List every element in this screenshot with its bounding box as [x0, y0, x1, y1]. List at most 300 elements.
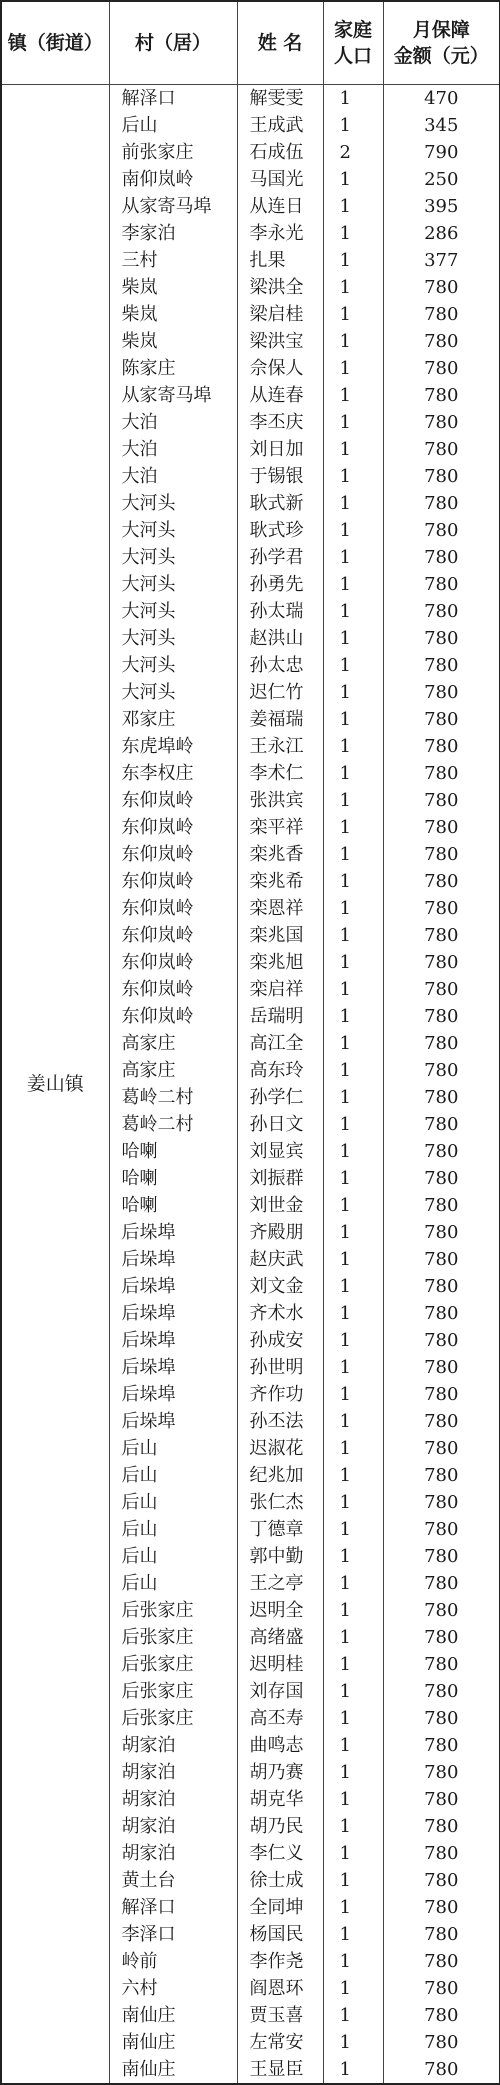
name-cell: 耿式珍	[237, 517, 323, 544]
name-cell: 孙太瑞	[237, 598, 323, 625]
village-cell: 前张家庄	[109, 139, 237, 166]
village-cell: 东仰岚岭	[109, 949, 237, 976]
population-cell: 1	[323, 1192, 383, 1219]
village-cell: 南仙庄	[109, 2029, 237, 2056]
name-cell: 迟仁竹	[237, 679, 323, 706]
name-cell: 孙世明	[237, 1354, 323, 1381]
name-cell: 刘显宾	[237, 1138, 323, 1165]
name-cell: 解雯雯	[237, 85, 323, 113]
village-cell: 大河头	[109, 517, 237, 544]
population-cell: 1	[323, 1651, 383, 1678]
population-cell: 1	[323, 1867, 383, 1894]
village-cell: 大河头	[109, 490, 237, 517]
population-cell: 1	[323, 1381, 383, 1408]
amount-cell: 780	[383, 1354, 500, 1381]
population-cell: 1	[323, 1705, 383, 1732]
population-cell: 1	[323, 841, 383, 868]
village-cell: 东仰岚岭	[109, 1003, 237, 1030]
amount-cell: 780	[383, 652, 500, 679]
population-cell: 1	[323, 1516, 383, 1543]
village-cell: 柴岚	[109, 274, 237, 301]
name-cell: 孙成安	[237, 1327, 323, 1354]
population-cell: 1	[323, 1354, 383, 1381]
population-cell: 1	[323, 490, 383, 517]
header-amount-line1: 月保障	[412, 19, 470, 41]
village-cell: 后垛埠	[109, 1273, 237, 1300]
population-cell: 1	[323, 85, 383, 113]
village-cell: 李家泊	[109, 220, 237, 247]
village-cell: 大河头	[109, 679, 237, 706]
header-amount-line2: 金额（元）	[393, 45, 489, 67]
village-cell: 后垛埠	[109, 1327, 237, 1354]
name-cell: 孙学君	[237, 544, 323, 571]
amount-cell: 780	[383, 382, 500, 409]
amount-cell: 790	[383, 139, 500, 166]
header-village: 村（居）	[109, 1, 237, 85]
name-cell: 全同坤	[237, 1894, 323, 1921]
population-cell: 1	[323, 652, 383, 679]
population-cell: 1	[323, 1219, 383, 1246]
population-cell: 1	[323, 895, 383, 922]
amount-cell: 780	[383, 1543, 500, 1570]
amount-cell: 780	[383, 1057, 500, 1084]
village-cell: 胡家泊	[109, 1786, 237, 1813]
population-cell: 1	[323, 1057, 383, 1084]
name-cell: 石成伍	[237, 139, 323, 166]
amount-cell: 780	[383, 1273, 500, 1300]
village-cell: 后垛埠	[109, 1219, 237, 1246]
village-cell: 后张家庄	[109, 1678, 237, 1705]
table-header	[1, 1, 500, 85]
village-cell: 葛岭二村	[109, 1084, 237, 1111]
population-cell: 1	[323, 1462, 383, 1489]
village-cell: 邓家庄	[109, 706, 237, 733]
village-cell: 后山	[109, 1543, 237, 1570]
amount-cell: 780	[383, 1786, 500, 1813]
name-cell: 孙日文	[237, 1111, 323, 1138]
name-cell: 纪兆加	[237, 1462, 323, 1489]
amount-cell: 286	[383, 220, 500, 247]
village-cell: 后垛埠	[109, 1300, 237, 1327]
village-cell: 东仰岚岭	[109, 814, 237, 841]
header-population-line2: 人口	[333, 45, 372, 67]
population-cell: 1	[323, 382, 383, 409]
amount-cell: 780	[383, 1975, 500, 2002]
amount-cell: 780	[383, 760, 500, 787]
amount-cell: 780	[383, 1759, 500, 1786]
population-cell: 1	[323, 1570, 383, 1597]
name-cell: 胡乃民	[237, 1813, 323, 1840]
population-cell: 1	[323, 814, 383, 841]
village-cell: 后山	[109, 1435, 237, 1462]
name-cell: 栾兆旭	[237, 949, 323, 976]
name-cell: 贾玉喜	[237, 2002, 323, 2029]
population-cell: 1	[323, 598, 383, 625]
name-cell: 胡乃赛	[237, 1759, 323, 1786]
name-cell: 孙太忠	[237, 652, 323, 679]
population-cell: 1	[323, 1786, 383, 1813]
name-cell: 孙丕法	[237, 1408, 323, 1435]
name-cell: 马国光	[237, 166, 323, 193]
population-cell: 1	[323, 976, 383, 1003]
town-cell: 姜山镇	[1, 85, 109, 2085]
amount-cell: 780	[383, 976, 500, 1003]
amount-cell: 780	[383, 706, 500, 733]
name-cell: 梁启桂	[237, 301, 323, 328]
village-cell: 南仙庄	[109, 2056, 237, 2084]
header-name: 姓 名	[237, 1, 323, 85]
village-cell: 大河头	[109, 571, 237, 598]
name-cell: 王永江	[237, 733, 323, 760]
header-amount	[383, 1, 500, 85]
amount-cell: 780	[383, 1867, 500, 1894]
amount-cell: 780	[383, 1921, 500, 1948]
population-cell: 1	[323, 166, 383, 193]
village-cell: 高家庄	[109, 1030, 237, 1057]
amount-cell: 780	[383, 814, 500, 841]
population-cell: 1	[323, 1165, 383, 1192]
population-cell: 1	[323, 1894, 383, 1921]
population-cell: 1	[323, 328, 383, 355]
population-cell: 1	[323, 679, 383, 706]
population-cell: 1	[323, 301, 383, 328]
amount-cell: 780	[383, 1084, 500, 1111]
village-cell: 东仰岚岭	[109, 922, 237, 949]
name-cell: 扎果	[237, 247, 323, 274]
name-cell: 梁洪宝	[237, 328, 323, 355]
village-cell: 陈家庄	[109, 355, 237, 382]
village-cell: 胡家泊	[109, 1813, 237, 1840]
population-cell: 1	[323, 1975, 383, 2002]
population-cell: 1	[323, 2056, 383, 2084]
village-cell: 葛岭二村	[109, 1111, 237, 1138]
name-cell: 栾兆香	[237, 841, 323, 868]
name-cell: 王之亭	[237, 1570, 323, 1597]
village-cell: 哈喇	[109, 1192, 237, 1219]
name-cell: 刘文金	[237, 1273, 323, 1300]
population-cell: 1	[323, 868, 383, 895]
village-cell: 大泊	[109, 463, 237, 490]
village-cell: 岭前	[109, 1948, 237, 1975]
amount-cell: 780	[383, 1327, 500, 1354]
name-cell: 王成武	[237, 112, 323, 139]
population-cell: 1	[323, 1489, 383, 1516]
table-row	[1, 85, 500, 113]
village-cell: 柴岚	[109, 301, 237, 328]
village-cell: 解泽口	[109, 85, 237, 113]
name-cell: 佘保人	[237, 355, 323, 382]
name-cell: 李术仁	[237, 760, 323, 787]
population-cell: 1	[323, 1921, 383, 1948]
population-cell: 1	[323, 1246, 383, 1273]
header-population	[323, 1, 383, 85]
village-cell: 后山	[109, 1462, 237, 1489]
amount-cell: 780	[383, 598, 500, 625]
population-cell: 1	[323, 787, 383, 814]
population-cell: 1	[323, 1759, 383, 1786]
population-cell: 1	[323, 220, 383, 247]
population-cell: 1	[323, 1840, 383, 1867]
population-cell: 1	[323, 733, 383, 760]
village-cell: 三村	[109, 247, 237, 274]
name-cell: 郭中勤	[237, 1543, 323, 1570]
amount-cell: 780	[383, 1732, 500, 1759]
amount-cell: 780	[383, 1192, 500, 1219]
name-cell: 齐殿朋	[237, 1219, 323, 1246]
name-cell: 张洪宾	[237, 787, 323, 814]
village-cell: 六村	[109, 1975, 237, 2002]
amount-cell: 780	[383, 1489, 500, 1516]
population-cell: 1	[323, 1813, 383, 1840]
name-cell: 曲鸣志	[237, 1732, 323, 1759]
name-cell: 梁洪全	[237, 274, 323, 301]
amount-cell: 780	[383, 2029, 500, 2056]
amount-cell: 780	[383, 922, 500, 949]
population-cell: 1	[323, 1030, 383, 1057]
amount-cell: 780	[383, 1300, 500, 1327]
population-cell: 1	[323, 1624, 383, 1651]
amount-cell: 250	[383, 166, 500, 193]
village-cell: 南仰岚岭	[109, 166, 237, 193]
name-cell: 迟淑花	[237, 1435, 323, 1462]
village-cell: 后张家庄	[109, 1597, 237, 1624]
population-cell: 1	[323, 193, 383, 220]
population-cell: 1	[323, 1678, 383, 1705]
amount-cell: 780	[383, 1840, 500, 1867]
amount-cell: 780	[383, 1381, 500, 1408]
village-cell: 后张家庄	[109, 1624, 237, 1651]
population-cell: 1	[323, 1435, 383, 1462]
name-cell: 高东玲	[237, 1057, 323, 1084]
name-cell: 迟明桂	[237, 1651, 323, 1678]
village-cell: 东仰岚岭	[109, 787, 237, 814]
population-cell: 1	[323, 1138, 383, 1165]
name-cell: 高丕寿	[237, 1705, 323, 1732]
name-cell: 杨国民	[237, 1921, 323, 1948]
village-cell: 大河头	[109, 625, 237, 652]
name-cell: 从连春	[237, 382, 323, 409]
name-cell: 丁德章	[237, 1516, 323, 1543]
name-cell: 左常安	[237, 2029, 323, 2056]
population-cell: 1	[323, 274, 383, 301]
village-cell: 后垛埠	[109, 1354, 237, 1381]
village-cell: 后山	[109, 1570, 237, 1597]
village-cell: 胡家泊	[109, 1759, 237, 1786]
amount-cell: 780	[383, 274, 500, 301]
name-cell: 胡克华	[237, 1786, 323, 1813]
village-cell: 后张家庄	[109, 1705, 237, 1732]
amount-cell: 395	[383, 193, 500, 220]
village-cell: 大河头	[109, 652, 237, 679]
amount-cell: 780	[383, 868, 500, 895]
amount-cell: 780	[383, 1678, 500, 1705]
population-cell: 1	[323, 1948, 383, 1975]
name-cell: 栾平祥	[237, 814, 323, 841]
amount-cell: 780	[383, 1003, 500, 1030]
village-cell: 东李权庄	[109, 760, 237, 787]
name-cell: 迟明全	[237, 1597, 323, 1624]
amount-cell: 470	[383, 85, 500, 113]
village-cell: 从家寄马埠	[109, 193, 237, 220]
village-cell: 大河头	[109, 598, 237, 625]
amount-cell: 780	[383, 409, 500, 436]
header-town: 镇（街道）	[1, 1, 109, 85]
amount-cell: 780	[383, 1597, 500, 1624]
village-cell: 东仰岚岭	[109, 895, 237, 922]
amount-cell: 780	[383, 517, 500, 544]
name-cell: 徐士成	[237, 1867, 323, 1894]
name-cell: 刘存国	[237, 1678, 323, 1705]
village-cell: 后垛埠	[109, 1246, 237, 1273]
amount-cell: 780	[383, 1948, 500, 1975]
amount-cell: 780	[383, 841, 500, 868]
amount-cell: 345	[383, 112, 500, 139]
amount-cell: 780	[383, 463, 500, 490]
name-cell: 高江全	[237, 1030, 323, 1057]
village-cell: 大泊	[109, 409, 237, 436]
population-cell: 1	[323, 949, 383, 976]
amount-cell: 780	[383, 1813, 500, 1840]
name-cell: 从连日	[237, 193, 323, 220]
amount-cell: 780	[383, 895, 500, 922]
name-cell: 刘振群	[237, 1165, 323, 1192]
amount-cell: 780	[383, 1111, 500, 1138]
name-cell: 李丕庆	[237, 409, 323, 436]
population-cell: 1	[323, 625, 383, 652]
name-cell: 于锡银	[237, 463, 323, 490]
name-cell: 栾启祥	[237, 976, 323, 1003]
name-cell: 栾兆国	[237, 922, 323, 949]
amount-cell: 780	[383, 301, 500, 328]
name-cell: 王显臣	[237, 2056, 323, 2084]
name-cell: 岳瑞明	[237, 1003, 323, 1030]
name-cell: 姜福瑞	[237, 706, 323, 733]
amount-cell: 780	[383, 1030, 500, 1057]
population-cell: 1	[323, 517, 383, 544]
population-cell: 1	[323, 760, 383, 787]
amount-cell: 780	[383, 1246, 500, 1273]
amount-cell: 780	[383, 1165, 500, 1192]
population-cell: 1	[323, 1543, 383, 1570]
name-cell: 高绪盛	[237, 1624, 323, 1651]
population-cell: 1	[323, 1408, 383, 1435]
village-cell: 后张家庄	[109, 1651, 237, 1678]
amount-cell: 780	[383, 355, 500, 382]
population-cell: 1	[323, 2029, 383, 2056]
amount-cell: 780	[383, 1462, 500, 1489]
name-cell: 李仁义	[237, 1840, 323, 1867]
population-cell: 1	[323, 1597, 383, 1624]
amount-cell: 780	[383, 949, 500, 976]
name-cell: 孙勇先	[237, 571, 323, 598]
amount-cell: 780	[383, 1570, 500, 1597]
name-cell: 阎恩环	[237, 1975, 323, 2002]
village-cell: 东仰岚岭	[109, 976, 237, 1003]
population-cell: 1	[323, 1111, 383, 1138]
name-cell: 孙学仁	[237, 1084, 323, 1111]
population-cell: 1	[323, 544, 383, 571]
village-cell: 高家庄	[109, 1057, 237, 1084]
population-cell: 1	[323, 1327, 383, 1354]
population-cell: 1	[323, 247, 383, 274]
village-cell: 哈喇	[109, 1138, 237, 1165]
amount-cell: 780	[383, 1516, 500, 1543]
amount-cell: 780	[383, 2002, 500, 2029]
name-cell: 齐作功	[237, 1381, 323, 1408]
name-cell: 刘日加	[237, 436, 323, 463]
name-cell: 栾兆希	[237, 868, 323, 895]
village-cell: 哈喇	[109, 1165, 237, 1192]
village-cell: 后山	[109, 1489, 237, 1516]
population-cell: 1	[323, 1273, 383, 1300]
amount-cell: 780	[383, 1138, 500, 1165]
village-cell: 东仰岚岭	[109, 868, 237, 895]
village-cell: 胡家泊	[109, 1732, 237, 1759]
name-cell: 李永光	[237, 220, 323, 247]
amount-cell: 780	[383, 1651, 500, 1678]
village-cell: 东虎埠岭	[109, 733, 237, 760]
village-cell: 后垛埠	[109, 1381, 237, 1408]
amount-cell: 780	[383, 544, 500, 571]
village-cell: 大河头	[109, 544, 237, 571]
amount-cell: 780	[383, 571, 500, 598]
amount-cell: 780	[383, 1894, 500, 1921]
population-cell: 1	[323, 436, 383, 463]
amount-cell: 780	[383, 490, 500, 517]
population-cell: 1	[323, 355, 383, 382]
village-cell: 从家寄马埠	[109, 382, 237, 409]
name-cell: 耿式新	[237, 490, 323, 517]
population-cell: 1	[323, 922, 383, 949]
population-cell: 1	[323, 463, 383, 490]
village-cell: 柴岚	[109, 328, 237, 355]
village-cell: 李泽口	[109, 1921, 237, 1948]
village-cell: 后垛埠	[109, 1408, 237, 1435]
name-cell: 赵洪山	[237, 625, 323, 652]
amount-cell: 780	[383, 787, 500, 814]
table-body	[1, 85, 500, 2085]
name-cell: 李作尧	[237, 1948, 323, 1975]
name-cell: 刘世金	[237, 1192, 323, 1219]
population-cell: 1	[323, 1732, 383, 1759]
amount-cell: 780	[383, 1408, 500, 1435]
amount-cell: 780	[383, 733, 500, 760]
population-cell: 1	[323, 1003, 383, 1030]
village-cell: 解泽口	[109, 1894, 237, 1921]
name-cell: 栾恩祥	[237, 895, 323, 922]
population-cell: 1	[323, 706, 383, 733]
population-cell: 1	[323, 571, 383, 598]
name-cell: 赵庆武	[237, 1246, 323, 1273]
amount-cell: 780	[383, 1219, 500, 1246]
population-cell: 1	[323, 409, 383, 436]
village-cell: 南仙庄	[109, 2002, 237, 2029]
population-cell: 1	[323, 1084, 383, 1111]
amount-cell: 780	[383, 679, 500, 706]
amount-cell: 780	[383, 1624, 500, 1651]
population-cell: 1	[323, 112, 383, 139]
population-cell: 1	[323, 1300, 383, 1327]
village-cell: 后山	[109, 1516, 237, 1543]
amount-cell: 780	[383, 2056, 500, 2084]
amount-cell: 780	[383, 328, 500, 355]
header-population-line1: 家庭	[333, 19, 372, 41]
village-cell: 黄土台	[109, 1867, 237, 1894]
name-cell: 张仁杰	[237, 1489, 323, 1516]
village-cell: 后山	[109, 112, 237, 139]
population-cell: 2	[323, 139, 383, 166]
amount-cell: 780	[383, 436, 500, 463]
